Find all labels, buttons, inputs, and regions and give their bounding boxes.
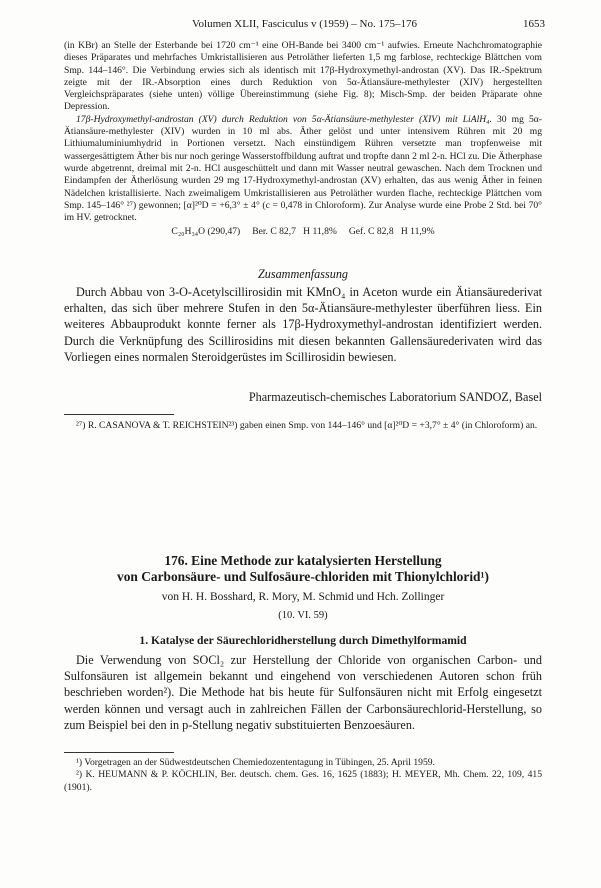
experimental-section bbox=[64, 40, 542, 239]
footnote-2: ²) K. HEUMANN & P. KÖCHLIN, Ber. deutsch. chem. Ges. 16, 1625 (1883); H. MEYER, Mh. Chem. 22, 109, 415 (1901). bbox=[64, 769, 542, 793]
procedure-heading: 17β-Hydroxymethyl-androstan (XV) durch Reduktion von 5α-Ätiansäure-methylester (XIV) mit LiAlH₄. bbox=[76, 113, 492, 125]
footnote-divider bbox=[64, 414, 174, 415]
experimental-paragraph-2 bbox=[64, 114, 542, 225]
footnote-1: ¹) Vorgetragen an der Südwestdeutschen Chemiedozententagung in Tübingen, 25. April 1959. bbox=[76, 757, 435, 768]
footnote-27-text: ²⁷) R. CASANOVA & T. REICHSTEIN²³) gaben einen Smp. von 144–146° und [α]²⁰D = +3,7° ± 4° (in Chloroform) an. bbox=[76, 420, 538, 431]
lab-affiliation: Pharmazeutisch-chemisches Laboratorium SANDOZ, Basel bbox=[248, 390, 542, 404]
running-header bbox=[64, 18, 545, 30]
article-footnote-divider bbox=[64, 752, 174, 753]
summary-text bbox=[64, 284, 542, 365]
article-title bbox=[64, 553, 542, 585]
page-number: 1653 bbox=[523, 18, 545, 30]
footnote-27 bbox=[64, 420, 542, 432]
section-heading: 1. Katalyse der Säurechloridherstellung durch Dimethylformamid bbox=[139, 634, 467, 647]
article-date: (10. VI. 59) bbox=[278, 610, 328, 621]
procedure-text: 30 mg 5α-Ätiansäure-methylester (XIV) wurden in 10 ml abs. Äther gelöst und unter intensivem Rühren mit 20 mg Lithiumaluminiumhydrid in Portionen versetzt. Nach einstündigem Rühren versetzte man tropfenweise mit wassergesättigtem Äther bis nur noch geringe Wasserstoffbildung auftrat und tropfte dann 2 ml 2-n. HCl zu. Die Ätherphase wurde abgetrennt, dreimal mit 2-n. HCl ausgeschüttelt und dann mit Wasser neutral gewaschen. Nach dem Trocknen und Eindampfen der Ätherlösung wurden 29 mg 17-Hydroxymethyl-androstan (XV) erhalten, das aus wenig Äther in feinen Nädelchen kristallisierte. Nach zweimaligem Umkristallisieren aus Petroläther wurden flache, rechteckige Plättchen vom Smp. 145–146° ²⁷) gewonnen; [α]²⁰D = +6,3° ± 4° (c = 0,478 in Chloroform). Zur Analyse wurde eine Probe 2 Std. bei 70° im HV. getrocknet. bbox=[64, 113, 542, 224]
title-line-2: von Carbonsäure- und Sulfosäure-chloriden mit Thionylchlorid¹) bbox=[117, 569, 489, 584]
article-paragraph: Die Verwendung von SOCl₂ zur Herstellung der Chloride von organischen Carbon- und Sulfonsäuren ist allgemein bekannt und eingehend von verschiedenen Autoren schon früh beschrieben worden²). Die Methode hat bis heute für Sulfonsäuren nicht mit Erfolg eingesetzt werden können und versagt auch in zahlreichen Fällen der Carbonsäurechlorid-Herstellung, so zum Beispiel bei den in p-Stellung negativ substituierten Benzoesäuren. bbox=[64, 653, 542, 732]
analysis-formula: C₂₀H₃₄O (290,47) Ber. C 82,7 H 11,8% Gef. C 82,8 H 11,9% bbox=[171, 226, 435, 238]
article-footnotes bbox=[64, 757, 542, 794]
journal-info: Volumen XLII, Fasciculus v (1959) – No. 175–176 bbox=[192, 18, 417, 30]
article-body bbox=[64, 652, 542, 733]
summary-heading: Zusammenfassung bbox=[257, 267, 349, 281]
title-line-1: 176. Eine Methode zur katalysierten Herstellung bbox=[164, 553, 442, 568]
experimental-paragraph-1: (in KBr) an Stelle der Esterbande bei 1720 cm⁻¹ eine OH-Bande bei 3400 cm⁻¹ aufwies. Erneute Nachchromatographie dieses Präparates und mehrfaches Umkristallisieren aus Petroläther lieferten 1,5 mg farblose, rechteckige Blättchen vom Smp. 144–146°. Die Verbindung erwies sich als identisch mit 17β-Hydroxymethyl-androstan (XV). Das IR.-Spektrum zeigte mit der IR.-Absorption eines durch Reduktion von 5α-Ätiansäure-methylester (XIV) hergestellten Vergleichspräparates (siehe unten) völlige Übereinstimmung (siehe Fig. 8); Misch-Smp. der beiden Präparate ohne Depression. bbox=[64, 40, 542, 113]
summary-paragraph: Durch Abbau von 3-O-Acetylscillirosidin mit KMnO₄ in Aceton wurde ein Ätiansäurederivat erhalten, das sich über mehrere Stufen in den 5α-Ätiansäure-methylester überführen liess. Ein weiteres Abbauprodukt konnte ferner als 17β-Hydroxymethyl-androstan identifiziert werden. Durch die Verknüpfung des Scillirosidins mit diesen bekannten Gallensäurederivaten wird das Vorliegen eines normalen Steroidgerüstes im Scillirosidin bewiesen. bbox=[64, 285, 542, 364]
article-authors: von H. H. Bosshard, R. Mory, M. Schmid und Hch. Zollinger bbox=[161, 591, 445, 603]
